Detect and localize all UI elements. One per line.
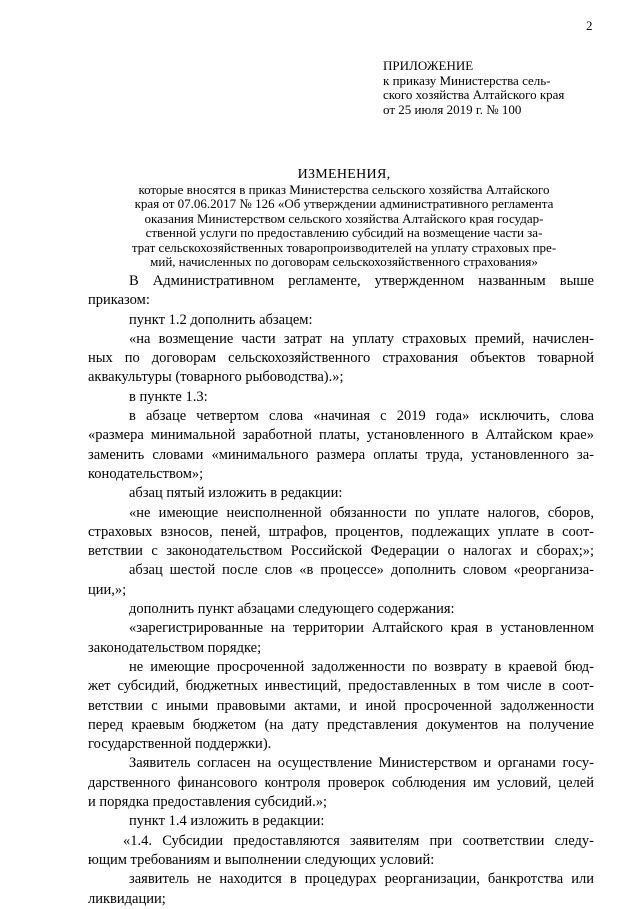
- paragraph: [88, 504, 594, 562]
- document-body: [88, 272, 594, 909]
- text-line: ющим требованиям и выполнении следующих условий:: [88, 851, 435, 868]
- text-line: перед краевым бюджетом (на дату представления документов на получение: [88, 716, 594, 733]
- text-line: страховых взносов, пеней, штрафов, процентов, подлежащих уплате в соот-: [88, 523, 594, 540]
- text-line: в абзаце четвертом слова «начиная с 2019 года» исключить, слова: [129, 408, 594, 425]
- text-line: приказом:: [88, 292, 150, 309]
- appendix-line: ского хозяйства Алтайского края: [383, 87, 565, 102]
- appendix-title: ПРИЛОЖЕНИЕ: [383, 58, 474, 73]
- text-line: жет субсидий, бюджетных инвестиций, предоставленных в том числе в соот-: [88, 678, 594, 695]
- title-line: оказания Министерством сельского хозяйства Алтайского края государ-: [144, 210, 544, 226]
- paragraph: [88, 832, 594, 871]
- text-line: ветствии с законодательством Российской Федерации о налогах и сборах;»;: [88, 543, 594, 560]
- paragraph: [88, 658, 594, 754]
- title-line: трат сельскохозяйственных товаропроизводителей на уплату страховых пре-: [131, 239, 557, 255]
- title-line: ственной услуги по предоставлению субсидий на возмещение части за-: [145, 225, 543, 240]
- title-heading: ИЗМЕНЕНИЯ,: [297, 167, 391, 182]
- paragraph: [88, 619, 594, 658]
- paragraph: [88, 600, 594, 619]
- document-title: [90, 168, 598, 270]
- title-line: которые вносятся в приказ Министерства сельского хозяйства Алтайского: [138, 181, 550, 197]
- text-line: конодательством»;: [88, 465, 204, 482]
- text-line: в пункте 1.3:: [129, 388, 208, 405]
- text-line: государственной поддержки).: [88, 736, 272, 753]
- appendix-date: от 25 июля 2019 г. № 100: [383, 101, 522, 117]
- text-line: «размера минимальной заработной платы, установленного в Алтайском крае»: [88, 427, 594, 444]
- paragraph: [88, 561, 594, 600]
- title-line: мий, начисленных по договорам сельскохозяйственного страхования»: [150, 254, 538, 269]
- appendix-header: [383, 59, 564, 117]
- text-line: ветствии с иными правовыми актами, и иной просроченной задолженности: [88, 697, 594, 714]
- text-line: заменить словами «минимального размера оплаты труда, установленного за-: [88, 446, 594, 463]
- paragraph: [88, 870, 594, 909]
- text-line: дарственного финансового контроля проверок соблюдения им условий, целей: [88, 774, 594, 791]
- title-line: края от 07.06.2017 № 126 «Об утверждении административного регламента: [134, 196, 554, 211]
- text-line: и порядка предоставления субсидий.»;: [88, 794, 328, 811]
- text-line: «не имеющие неисполненной обязанности по уплате налогов, сборов,: [129, 504, 594, 521]
- paragraph: [88, 812, 594, 831]
- paragraph: [88, 311, 594, 330]
- text-line: аквакультуры (товарного рыбоводства).»;: [88, 369, 344, 386]
- text-line: ции,»;: [88, 581, 127, 598]
- paragraph: [88, 484, 594, 503]
- text-line: дополнить пункт абзацами следующего содержания:: [129, 601, 455, 618]
- text-line: пункт 1.4 изложить в редакции:: [129, 813, 325, 830]
- text-line: абзац шестой после слов «в процессе» дополнить словом «реорганиза-: [129, 562, 594, 579]
- text-line: абзац пятый изложить в редакции:: [129, 485, 343, 502]
- text-line: заявитель не находится в процедурах реорганизации, банкротства или: [129, 871, 594, 888]
- text-line: законодательством порядке;: [88, 639, 262, 656]
- page-number: 2: [586, 18, 593, 33]
- text-line: не имеющие просроченной задолженности по возврату в краевой бюд-: [129, 658, 594, 675]
- text-line: «на возмещение части затрат на уплату страховых премий, начислен-: [129, 330, 594, 347]
- text-line: В Административном регламенте, утвержденном названным выше: [129, 273, 594, 289]
- paragraph: [88, 388, 594, 407]
- text-line: «зарегистрированные на территории Алтайского края в установленном: [129, 620, 594, 637]
- text-line: ных по договорам сельскохозяйственного страхования объектов товарной: [88, 350, 594, 367]
- paragraph: [88, 407, 594, 484]
- paragraph: [88, 272, 594, 311]
- text-line: Заявитель согласен на осуществление Министерством и органами госу-: [129, 755, 594, 772]
- paragraph: [88, 754, 594, 812]
- paragraph: [88, 330, 594, 388]
- appendix-line: к приказу Министерства сель-: [383, 72, 551, 88]
- text-line: «1.4. Субсидии предоставляются заявителям при соответствии следу-: [123, 832, 594, 849]
- text-line: ликвидации;: [88, 890, 166, 907]
- text-line: пункт 1.2 дополнить абзацем:: [129, 311, 313, 328]
